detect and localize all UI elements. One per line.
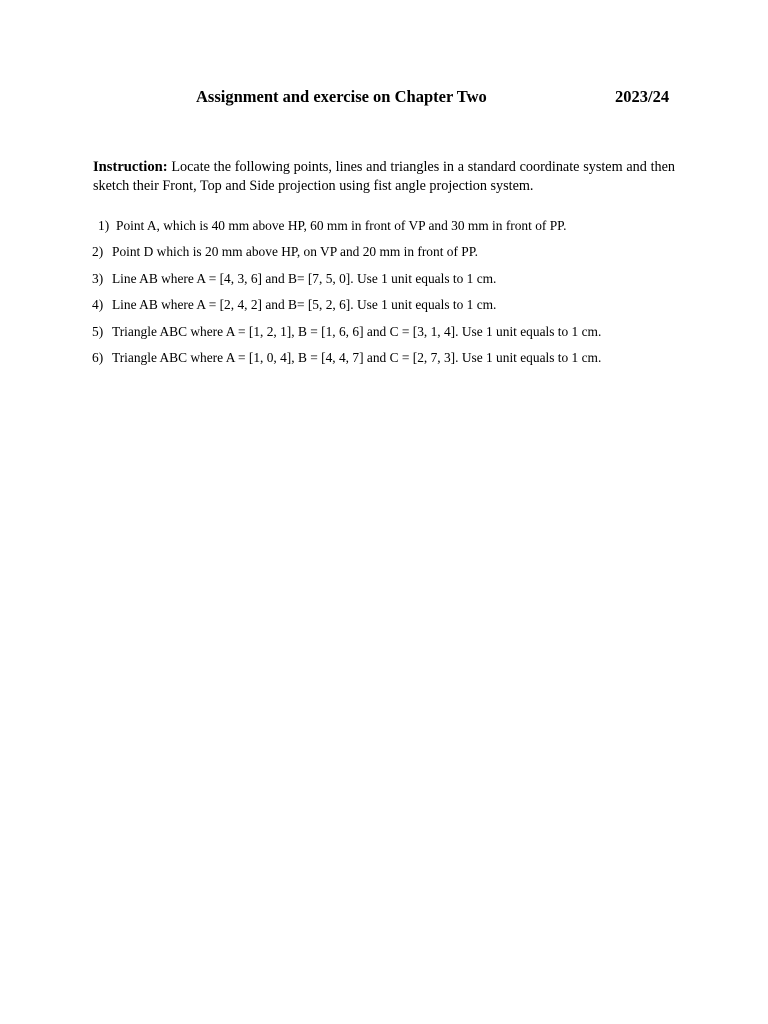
question-number: 4) xyxy=(92,297,104,313)
question-text: Point A, which is 40 mm above HP, 60 mm in front of VP and 30 mm in front of PP. xyxy=(116,218,567,233)
question-number: 6) xyxy=(92,349,104,365)
question-item xyxy=(92,323,601,349)
instruction-text: Locate the following points, lines and triangles in a standard coordinate system and then sketch their Front, Top and Side projection using fist angle projection system. xyxy=(93,159,676,194)
question-number: 2) xyxy=(92,244,104,260)
question-text: Point D which is 20 mm above HP, on VP and 20 mm in front of PP. xyxy=(112,244,479,260)
question-item xyxy=(92,296,601,322)
document-title: Assignment and exercise on Chapter Two xyxy=(196,87,487,106)
academic-year: 2023/24 xyxy=(615,87,670,106)
question-number: 5) xyxy=(92,323,104,339)
question-text: Triangle ABC where A = [1, 0, 4], B = [4, 4, 7] and C = [2, 7, 3]. Use 1 unit equals to 1 cm. xyxy=(112,349,602,365)
instruction-paragraph xyxy=(93,158,675,195)
instruction-label: Instruction: xyxy=(93,159,168,176)
question-number: 3) xyxy=(92,270,104,286)
question-text: Line AB where A = [2, 4, 2] and B= [5, 2, 6]. Use 1 unit equals to 1 cm. xyxy=(112,297,497,313)
question-text: Line AB where A = [4, 3, 6] and B= [7, 5, 0]. Use 1 unit equals to 1 cm. xyxy=(112,270,497,286)
question-number: 1) xyxy=(98,218,110,233)
question-list xyxy=(92,217,601,375)
question-item xyxy=(92,349,601,375)
question-item xyxy=(92,217,601,243)
question-item xyxy=(92,270,601,296)
question-item xyxy=(92,243,601,269)
question-text: Triangle ABC where A = [1, 2, 1], B = [1, 6, 6] and C = [3, 1, 4]. Use 1 unit equals to 1 cm. xyxy=(112,323,602,339)
